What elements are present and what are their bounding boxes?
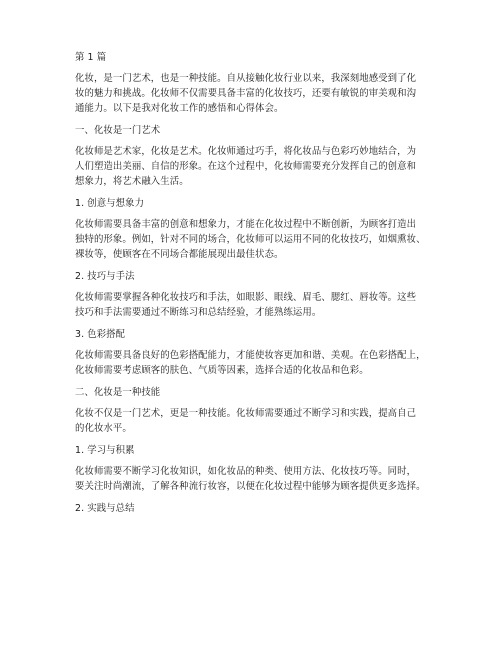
subsection-1-3-paragraph bbox=[75, 348, 443, 378]
intro-line: 妆的魅力和挑战。化妆师不仅需要具备丰富的化妆技巧，还要有敏锐的审美观和沟 bbox=[75, 88, 417, 99]
subsection-2-1-paragraph bbox=[75, 464, 443, 494]
section-2-paragraph bbox=[75, 406, 443, 436]
page-label: 第 1 篇 bbox=[75, 52, 107, 63]
intro-paragraph bbox=[75, 71, 443, 116]
paragraph-line: 想象力，将艺术融入生活。 bbox=[75, 176, 189, 187]
paragraph-line: 化妆不仅是一门艺术，更是一种技能。化妆师需要通过不断学习和实践，提高自己 bbox=[75, 408, 417, 419]
subsection-1-3-title: 3. 色彩搭配 bbox=[75, 329, 126, 340]
paragraph-line: 的化妆水平。 bbox=[75, 423, 132, 434]
section-1-paragraph bbox=[75, 144, 443, 189]
subsection-2-2-title: 2. 实践与总结 bbox=[75, 503, 135, 514]
subsection-1-2-paragraph bbox=[75, 290, 443, 320]
paragraph-line: 化妆师需要具备良好的色彩搭配能力，才能使妆容更加和谐、美观。在色彩搭配上， bbox=[75, 350, 426, 361]
paragraph-line: 化妆师需要考虑顾客的肤色、气质等因素，选择合适的化妆品和色彩。 bbox=[75, 365, 369, 376]
subsection-1-1-title: 1. 创意与想象力 bbox=[75, 198, 145, 209]
paragraph-line: 独特的形象。例如，针对不同的场合，化妆师可以运用不同的化妆技巧，如烟熏妆、 bbox=[75, 234, 426, 245]
subsection-1-2-title: 2. 技巧与手法 bbox=[75, 271, 135, 282]
paragraph-line: 化妆师需要不断学习化妆知识，如化妆品的种类、使用方法、化妆技巧等。同时， bbox=[75, 466, 417, 477]
section-2-title: 二、化妆是一种技能 bbox=[75, 387, 161, 398]
intro-line: 化妆，是一门艺术，也是一种技能。自从接触化妆行业以来，我深刻地感受到了化 bbox=[75, 73, 417, 84]
paragraph-line: 技巧和手法需要通过不断练习和总结经验，才能熟练运用。 bbox=[75, 307, 322, 318]
paragraph-line: 人们塑造出美丽、自信的形象。在这个过程中，化妆师需要充分发挥自己的创意和 bbox=[75, 161, 417, 172]
section-1-title: 一、化妆是一门艺术 bbox=[75, 125, 161, 136]
subsection-2-1-title: 1. 学习与积累 bbox=[75, 445, 135, 456]
paragraph-line: 要关注时尚潮流，了解各种流行妆容，以便在化妆过程中能够为顾客提供更多选择。 bbox=[75, 481, 426, 492]
document-body bbox=[75, 50, 443, 522]
paragraph-line: 化妆师需要掌握各种化妆技巧和手法，如眼影、眼线、眉毛、腮红、唇妆等。这些 bbox=[75, 292, 417, 303]
paragraph-line: 化妆师需要具备丰富的创意和想象力，才能在化妆过程中不断创新，为顾客打造出 bbox=[75, 219, 417, 230]
paragraph-line: 化妆师是艺术家，化妆是艺术。化妆师通过巧手，将化妆品与色彩巧妙地结合，为 bbox=[75, 146, 417, 157]
subsection-1-1-paragraph bbox=[75, 217, 443, 262]
paragraph-line: 裸妆等，使顾客在不同场合都能展现出最佳状态。 bbox=[75, 249, 284, 260]
intro-line: 通能力。以下是我对化妆工作的感悟和心得体会。 bbox=[75, 103, 284, 114]
